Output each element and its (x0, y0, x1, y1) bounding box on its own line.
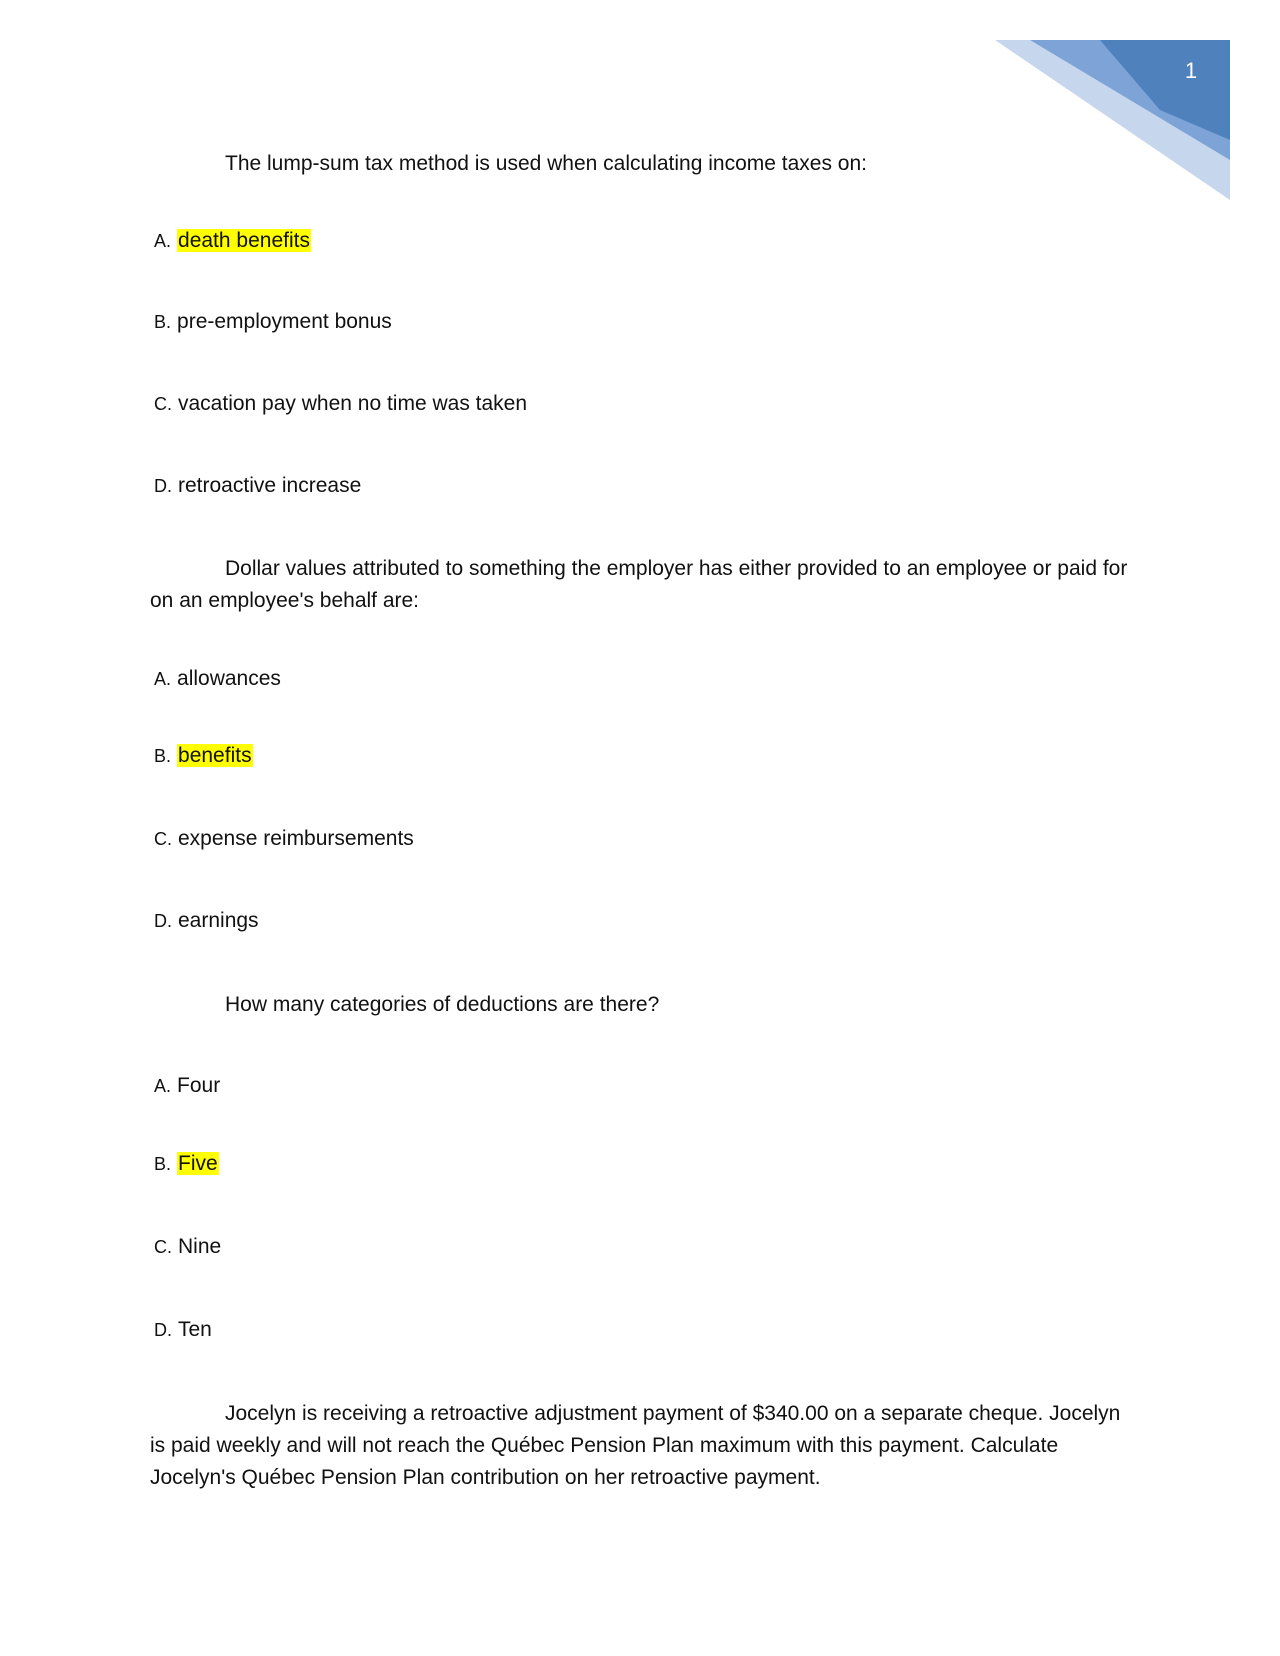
question-2-option-d: D. earnings (154, 909, 259, 932)
question-2-text: Dollar values attributed to something the employer has either provided to an employee or paid for on an employee's behalf are: (150, 557, 1128, 612)
question-1-option-c: C. vacation pay when no time was taken (154, 392, 528, 415)
question-3-option-a: A. Four (154, 1074, 221, 1097)
question-2-option-c: C. expense reimbursements (154, 827, 414, 850)
question-1-text: The lump-sum tax method is used when calculating income taxes on: (225, 152, 867, 175)
question-3-text: How many categories of deductions are there? (225, 993, 660, 1016)
page-number: 1 (1184, 58, 1198, 83)
question-3-option-d: D. Ten (154, 1318, 212, 1341)
question-2-option-b: B. benefits (154, 744, 252, 767)
highlighted-answer: death benefits (178, 229, 310, 252)
question-2-option-a: A. allowances (154, 667, 281, 690)
question-3-option-c: C. Nine (154, 1235, 222, 1258)
question-1-option-d: D. retroactive increase (154, 474, 362, 497)
highlighted-answer: benefits (178, 744, 252, 767)
corner-decoration (0, 0, 1280, 220)
question-4-text: Jocelyn is receiving a retroactive adjustment payment of $340.00 on a separate cheque. Jocelyn is paid weekly and will not reach the Québec Pension Plan maximum with this payment. Calculate Jocelyn's Québec Pension Plan contribution on her retroactive payment. (150, 1402, 1121, 1489)
question-1-option-b: B. pre-employment bonus (154, 310, 392, 333)
question-3-option-b: B. Five (154, 1152, 218, 1175)
question-1-option-a: A. death benefits (154, 229, 310, 252)
highlighted-answer: Five (178, 1152, 218, 1175)
